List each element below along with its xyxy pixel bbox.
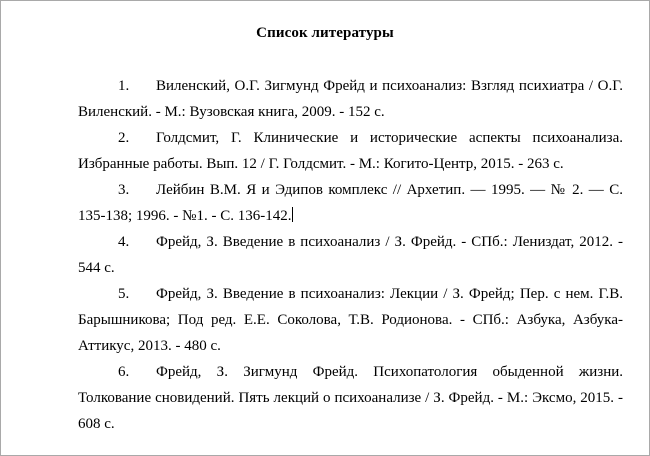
list-item-number: 3. xyxy=(118,182,130,198)
page-title: Список литературы xyxy=(256,25,394,41)
list-item-number: 4. xyxy=(118,234,130,250)
list-item[interactable] xyxy=(78,229,623,281)
list-item[interactable] xyxy=(78,73,623,125)
reference-list xyxy=(78,74,623,437)
list-item-number: 5. xyxy=(118,286,130,302)
list-item[interactable] xyxy=(78,177,623,229)
list-item-text: Лейбин В.М. Я и Эдипов комплекс // Архетип. — 1995. — № 2. — С. 135-138; 1996. - №1. - С. 136-142. xyxy=(78,182,623,224)
text-cursor xyxy=(292,207,293,222)
list-item[interactable] xyxy=(78,359,623,437)
list-item-text: Голдсмит, Г. Клинические и исторические аспекты психоанализа. Избранные работы. Вып. 12 / Г. Голдсмит. - М.: Когито-Центр, 2015. - 263 с. xyxy=(78,130,623,172)
list-item[interactable] xyxy=(78,125,623,177)
list-item-number: 6. xyxy=(118,364,130,380)
list-item-text: Фрейд, З. Зигмунд Фрейд. Психопатология обыденной жизни. Толкование сновидений. Пять лекций о психоанализе / З. Фрейд. - М.: Эксмо, 2015. - 608 с. xyxy=(78,364,623,432)
list-item-number: 2. xyxy=(118,130,130,146)
list-item-text: Фрейд, З. Введение в психоанализ / З. Фрейд. - СПб.: Лениздат, 2012. - 544 с. xyxy=(78,234,623,276)
list-item[interactable] xyxy=(78,281,623,359)
list-item-text: Виленский, О.Г. Зигмунд Фрейд и психоанализ: Взгляд психиатра / О.Г. Виленский. - М.: Вузовская книга, 2009. - 152 с. xyxy=(78,78,623,120)
list-item-text: Фрейд, З. Введение в психоанализ: Лекции / З. Фрейд; Пер. с нем. Г.В. Барышникова; Под ред. Е.Е. Соколова, Т.В. Родионова. - СПб.: Азбука, Азбука-Аттикус, 2013. - 480 с. xyxy=(78,286,623,354)
list-item-number: 1. xyxy=(118,78,130,94)
